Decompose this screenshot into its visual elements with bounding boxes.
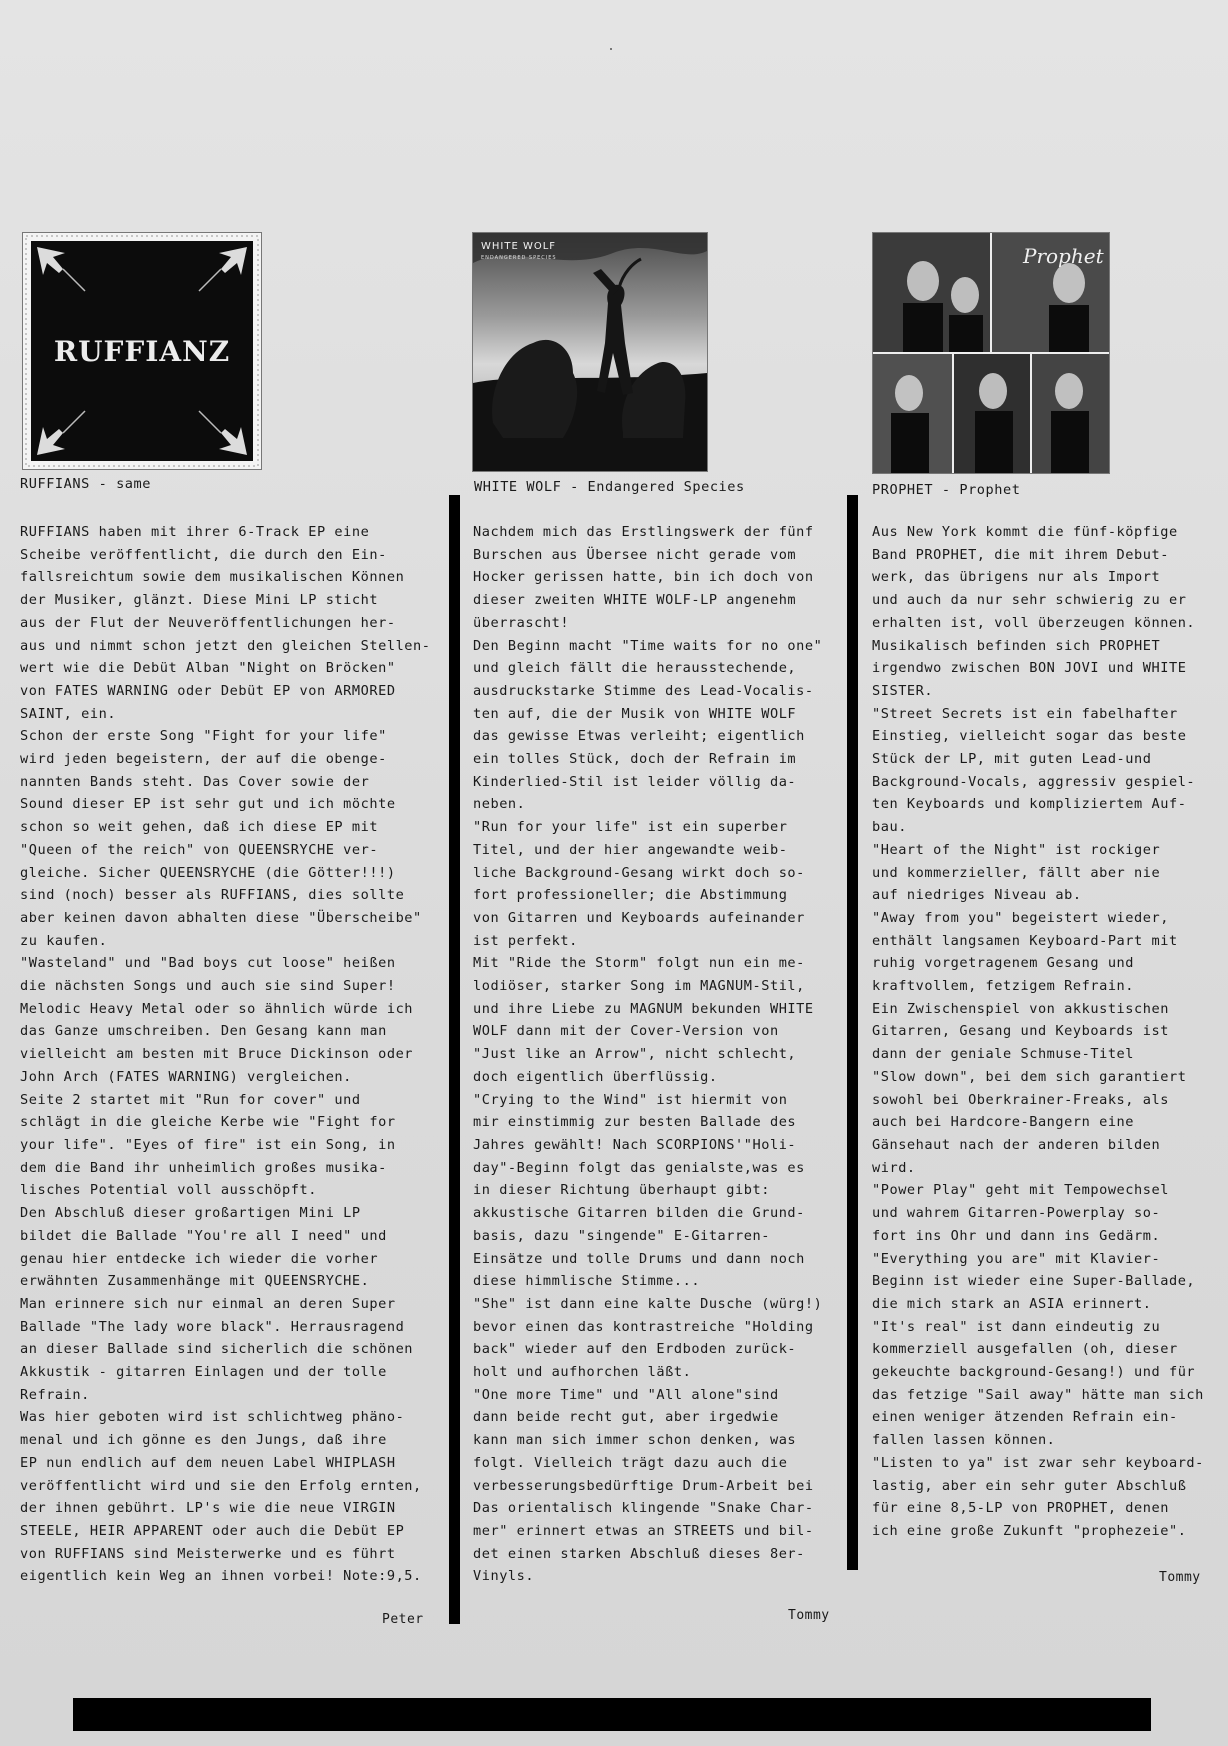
review-text-line: "Queen of the reich" von QUEENSRYCHE ver- xyxy=(20,841,379,858)
review-text-line: mir einstimmig zur besten Ballade des xyxy=(473,1114,797,1131)
review-text-line: Stück der LP, mit guten Lead-und xyxy=(872,751,1152,768)
review-text-line: gekeuchte background-Gesang!) und für xyxy=(872,1364,1196,1381)
review-text-line: Vinyls. xyxy=(473,1568,535,1585)
review-text-line: das Ganze umschreiben. Den Gesang kann man xyxy=(20,1023,387,1040)
review-text-line: RUFFIANS haben mit ihrer 6-Track EP eine xyxy=(20,524,370,540)
review-text-line: "Heart of the Night" ist rockiger xyxy=(872,841,1161,858)
paper-speck xyxy=(610,48,612,50)
review-text-line: genau hier entdecke ich wieder die vorher xyxy=(20,1250,379,1267)
review-text-line: Sound dieser EP ist sehr gut und ich möchte xyxy=(20,796,396,813)
review-body-prophet xyxy=(872,521,1224,1543)
review-text-line: fallsreichtum sowie dem musikalischen Können xyxy=(20,569,405,586)
review-signature-white-wolf: Tommy xyxy=(788,1608,830,1623)
review-body-white-wolf xyxy=(473,521,845,1588)
review-text-line: "Power Play" geht mit Tempowechsel xyxy=(872,1182,1169,1199)
review-text-line: Band PROPHET, die mit ihrem Debut- xyxy=(872,546,1169,563)
review-text-line: Aus New York kommt die fünf-köpfige xyxy=(872,524,1178,540)
review-text-line: dem die Band ihr unheimlich großes musika- xyxy=(20,1159,387,1176)
review-text-line: ausdruckstarke Stimme des Lead-Vocalis- xyxy=(473,682,814,699)
review-text-line: lisches Potential voll ausschöpft. xyxy=(20,1182,317,1199)
review-text-line: Einstieg, vielleicht sogar das beste xyxy=(872,728,1187,745)
column-divider-left xyxy=(449,495,460,1624)
review-text-line: Mit "Ride the Storm" folgt nun ein me- xyxy=(473,955,805,972)
review-text-line: das fetzige "Sail away" hätte man sich xyxy=(872,1386,1204,1403)
review-text-line: in dieser Richtung überhaupt gibt: xyxy=(473,1182,770,1199)
review-text-line: schon so weit gehen, daß ich diese EP mit xyxy=(20,819,379,836)
review-text-line: menal und ich gönne es den Jungs, daß ihre xyxy=(20,1432,387,1449)
review-text-line: und wahrem Gitarren-Powerplay so- xyxy=(872,1205,1161,1222)
prophet-logo: Prophet xyxy=(1023,244,1104,268)
review-text-line: wird. xyxy=(872,1159,916,1176)
review-text-line: "Listen to ya" ist zwar sehr keyboard- xyxy=(872,1454,1204,1471)
review-text-line: Den Abschluß dieser großartigen Mini LP xyxy=(20,1205,361,1222)
prophet-album-cover xyxy=(872,232,1110,474)
review-text-line: für eine 8,5-LP von PROPHET, denen xyxy=(872,1500,1169,1517)
review-text-line: "One more Time" und "All alone"sind xyxy=(473,1386,779,1403)
review-text-line: Seite 2 startet mit "Run for cover" und xyxy=(20,1091,361,1108)
white-wolf-subtitle: ENDANGERED SPECIES xyxy=(481,255,557,261)
review-text-line: ten Keyboards und kompliziertem Auf- xyxy=(872,796,1187,813)
review-text-line: aber keinen davon abhalten diese "Überscheibe" xyxy=(20,909,422,926)
review-text-line: "Crying to the Wind" ist hiermit von xyxy=(473,1091,788,1108)
review-text-line: "She" ist dann eine kalte Dusche (würg!) xyxy=(473,1295,823,1312)
review-text-line: lastig, aber ein sehr guter Abschluß xyxy=(872,1477,1187,1494)
footer-black-bar xyxy=(73,1698,1151,1731)
review-text-line: veröffentlicht wird und sie den Erfolg ernten, xyxy=(20,1477,422,1494)
review-text-line: von Gitarren und Keyboards aufeinander xyxy=(473,909,805,926)
review-text-line: "Run for your life" ist ein superber xyxy=(473,819,788,836)
review-text-line: your life". "Eyes of fire" ist ein Song, in xyxy=(20,1136,396,1153)
review-text-line: überrascht! xyxy=(473,614,570,631)
review-text-line: liche Background-Gesang wirkt doch so- xyxy=(473,864,805,881)
review-text-line: dann der geniale Schmuse-Titel xyxy=(872,1046,1135,1063)
review-text-line: vielleicht am besten mit Bruce Dickinson oder xyxy=(20,1046,414,1063)
review-text-line: irgendwo zwischen BON JOVI und WHITE xyxy=(872,660,1187,677)
review-text-line: Burschen aus Übersee nicht gerade vom xyxy=(473,546,797,563)
review-text-line: Melodic Heavy Metal oder so ähnlich würde ich xyxy=(20,1000,414,1017)
review-text-line: und auch da nur sehr schwierig zu er xyxy=(872,592,1187,609)
review-text-line: ist perfekt. xyxy=(473,932,578,949)
review-text-line: Gitarren, Gesang und Keyboards ist xyxy=(872,1023,1169,1040)
review-text-line: auch bei Hardcore-Bangern eine xyxy=(872,1114,1135,1131)
review-text-line: und ihre Liebe zu MAGNUM bekunden WHITE xyxy=(473,1000,814,1017)
review-signature-ruffians: Peter xyxy=(382,1612,424,1627)
review-text-line: erhalten ist, voll überzeugen können. xyxy=(872,614,1196,631)
review-text-line: und gleich fällt die herausstechende, xyxy=(473,660,797,677)
review-text-line: "Just like an Arrow", nicht schlecht, xyxy=(473,1046,797,1063)
review-text-line: Schon der erste Song "Fight for your life" xyxy=(20,728,387,745)
white-wolf-cover-art xyxy=(473,233,707,471)
review-caption-ruffians: RUFFIANS - same xyxy=(20,476,152,492)
review-text-line: dieser zweiten WHITE WOLF-LP angenehm xyxy=(473,592,797,609)
review-signature-prophet: Tommy xyxy=(1159,1570,1201,1585)
ruffians-album-cover xyxy=(22,232,262,470)
review-text-line: day"-Beginn folgt das genialste,was es xyxy=(473,1159,805,1176)
review-text-line: Kinderlied-Stil ist leider völlig da- xyxy=(473,773,797,790)
review-text-line: Musikalisch befinden sich PROPHET xyxy=(872,637,1161,654)
review-text-line: auf niedriges Niveau ab. xyxy=(872,887,1082,904)
review-text-line: Scheibe veröffentlicht, die durch den Ein- xyxy=(20,546,387,563)
review-text-line: back" wieder auf den Erdboden zurück- xyxy=(473,1341,797,1358)
review-text-line: "Street Secrets ist ein fabelhafter xyxy=(872,705,1178,722)
review-text-line: fort professioneller; die Abstimmung xyxy=(473,887,788,904)
review-text-line: bau. xyxy=(872,819,907,836)
review-text-line: diese himmlische Stimme... xyxy=(473,1273,701,1290)
review-text-line: wird jeden begeistern, der auf die obenge- xyxy=(20,751,387,768)
review-caption-prophet: PROPHET - Prophet xyxy=(872,482,1021,498)
review-text-line: aus der Flut der Neuveröffentlichungen her- xyxy=(20,614,396,631)
review-text-line: det einen starken Abschluß dieses 8er- xyxy=(473,1545,805,1562)
review-text-line: sowohl bei Oberkrainer-Freaks, als xyxy=(872,1091,1169,1108)
review-text-line: Jahres gewählt! Nach SCORPIONS'"Holi- xyxy=(473,1136,797,1153)
review-text-line: an dieser Ballade sind sicherlich die schönen xyxy=(20,1341,414,1358)
review-text-line: Gänsehaut nach der anderen bilden xyxy=(872,1136,1161,1153)
review-text-line: der Musiker, glänzt. Diese Mini LP sticht xyxy=(20,592,379,609)
review-text-line: kommerziell ausgefallen (oh, dieser xyxy=(872,1341,1178,1358)
review-text-line: Beginn ist wieder eine Super-Ballade, xyxy=(872,1273,1196,1290)
review-text-line: Den Beginn macht "Time waits for no one" xyxy=(473,637,823,654)
review-text-line: STEELE, HEIR APPARENT oder auch die Debüt EP xyxy=(20,1522,405,1539)
review-text-line: bevor einen das kontrastreiche "Holding xyxy=(473,1318,814,1335)
review-text-line: bildet die Ballade "You're all I need" und xyxy=(20,1227,387,1244)
review-text-line: ruhig vorgetragenem Gesang und xyxy=(872,955,1135,972)
review-text-line: verbesserungsbedürftige Drum-Arbeit bei xyxy=(473,1477,814,1494)
review-text-line: das gewisse Etwas verleiht; eigentlich xyxy=(473,728,805,745)
review-text-line: und kommerzieller, fällt aber nie xyxy=(872,864,1161,881)
column-divider-right xyxy=(847,495,858,1570)
review-text-line: enthält langsamen Keyboard-Part mit xyxy=(872,932,1178,949)
review-text-line: schlägt in die gleiche Kerbe wie "Fight for xyxy=(20,1114,396,1131)
review-text-line: holt und aufhorchen läßt. xyxy=(473,1364,692,1381)
review-text-line: Background-Vocals, aggressiv gespiel- xyxy=(872,773,1196,790)
review-text-line: folgt. Vielleich trägt dazu auch die xyxy=(473,1454,788,1471)
review-text-line: WOLF dann mit der Cover-Version von xyxy=(473,1023,779,1040)
review-text-line: doch eigentlich überflüssig. xyxy=(473,1068,718,1085)
review-text-line: Man erinnere sich nur einmal an deren Super xyxy=(20,1295,396,1312)
review-text-line: neben. xyxy=(473,796,526,813)
review-text-line: lodiöser, starker Song im MAGNUM-Stil, xyxy=(473,978,805,995)
review-text-line: Das orientalisch klingende "Snake Char- xyxy=(473,1500,814,1517)
review-text-line: gleiche. Sicher QUEENSRYCHE (die Götter!!!) xyxy=(20,864,396,881)
review-text-line: fort ins Ohr und dann ins Gedärm. xyxy=(872,1227,1161,1244)
review-text-line: Ballade "The lady wore black". Herrausragend xyxy=(20,1318,405,1335)
review-text-line: SISTER. xyxy=(872,682,934,699)
review-text-line: akkustische Gitarren bilden die Grund- xyxy=(473,1205,805,1222)
review-text-line: die nächsten Songs und auch sie sind Super! xyxy=(20,978,396,995)
review-text-line: SAINT, ein. xyxy=(20,705,117,722)
review-text-line: dann beide recht gut, aber irgedwie xyxy=(473,1409,779,1426)
review-text-line: werk, das übrigens nur als Import xyxy=(872,569,1161,586)
review-text-line: ich eine große Zukunft "prophezeie". xyxy=(872,1522,1187,1539)
review-text-line: "Slow down", bei dem sich garantiert xyxy=(872,1068,1187,1085)
review-text-line: aus und nimmt schon jetzt den gleichen Stellen- xyxy=(20,637,431,654)
review-body-ruffians xyxy=(20,521,446,1588)
review-text-line: "Wasteland" und "Bad boys cut loose" heißen xyxy=(20,955,396,972)
review-text-line: von RUFFIANS sind Meisterwerke und es führt xyxy=(20,1545,396,1562)
review-text-line: Titel, und der hier angewandte weib- xyxy=(473,841,788,858)
white-wolf-logo: WHITE WOLF xyxy=(481,241,557,252)
review-text-line: mer" erinnert etwas an STREETS und bil- xyxy=(473,1522,814,1539)
review-text-line: Einsätze und tolle Drums und dann noch xyxy=(473,1250,805,1267)
review-text-line: kraftvollem, fetzigem Refrain. xyxy=(872,978,1135,995)
review-text-line: der ihnen gebührt. LP's wie die neue VIRGIN xyxy=(20,1500,396,1517)
review-text-line: John Arch (FATES WARNING) vergleichen. xyxy=(20,1068,352,1085)
ruffians-cover-art xyxy=(23,233,261,469)
review-text-line: nannten Bands steht. Das Cover sowie der xyxy=(20,773,370,790)
prophet-cover-art xyxy=(873,233,1109,473)
review-text-line: wert wie die Debüt Alban "Night on Bröcken" xyxy=(20,660,396,677)
review-text-line: Was hier geboten wird ist schlichtweg phäno- xyxy=(20,1409,405,1426)
review-text-line: "It's real" ist dann eindeutig zu xyxy=(872,1318,1161,1335)
review-text-line: von FATES WARNING oder Debüt EP von ARMORED xyxy=(20,682,396,699)
review-text-line: basis, dazu "singende" E-Gitarren- xyxy=(473,1227,770,1244)
review-text-line: eigentlich kein Weg an ihnen vorbei! Note:9,5. xyxy=(20,1568,422,1585)
review-text-line: Hocker gerissen hatte, bin ich doch von xyxy=(473,569,814,586)
review-text-line: Ein Zwischenspiel von akkustischen xyxy=(872,1000,1169,1017)
review-text-line: Nachdem mich das Erstlingswerk der fünf xyxy=(473,524,814,540)
review-text-line: Akkustik - gitarren Einlagen und der tolle xyxy=(20,1364,387,1381)
review-text-line: sind (noch) besser als RUFFIANS, dies sollte xyxy=(20,887,405,904)
ruffians-logo: RUFFIANZ xyxy=(53,335,231,368)
review-text-line: die mich stark an ASIA erinnert. xyxy=(872,1295,1152,1312)
review-text-line: einen weniger ätzenden Refrain ein- xyxy=(872,1409,1178,1426)
review-caption-white-wolf: WHITE WOLF - Endangered Species xyxy=(474,479,745,495)
review-text-line: Refrain. xyxy=(20,1386,90,1403)
review-text-line: EP nun endlich auf dem neuen Label WHIPLASH xyxy=(20,1454,396,1471)
review-text-line: fallen lassen können. xyxy=(872,1432,1056,1449)
review-text-line: ten auf, die der Musik von WHITE WOLF xyxy=(473,705,797,722)
review-text-line: "Away from you" begeistert wieder, xyxy=(872,909,1169,926)
review-text-line: kann man sich immer schon denken, was xyxy=(473,1432,797,1449)
review-text-line: erwähnten Zusammenhänge mit QUEENSRYCHE. xyxy=(20,1273,370,1290)
review-text-line: zu kaufen. xyxy=(20,932,108,949)
white-wolf-album-cover xyxy=(472,232,708,472)
review-text-line: "Everything you are" mit Klavier- xyxy=(872,1250,1161,1267)
review-text-line: ein tolles Stück, doch der Refrain im xyxy=(473,751,797,768)
